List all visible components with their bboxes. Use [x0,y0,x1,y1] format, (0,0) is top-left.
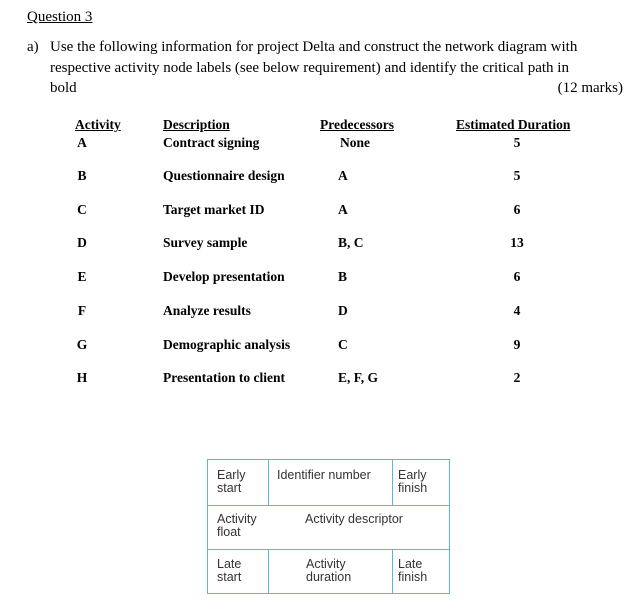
header-duration: Estimated Duration [456,117,571,132]
cell-duration: 6 [513,201,521,217]
activity-duration-label: Activity duration [306,557,352,584]
cell-duration: 2 [513,370,521,386]
question-line-1: Use the following information for project Delta and construct the network diagram with [50,39,578,55]
cell-activity: E [77,269,87,285]
late-start-label: Late start [217,557,242,584]
header-description: Description [163,117,230,132]
cell-predecessors: A [338,168,348,183]
cell-activity: B [77,168,87,183]
question-line-3: bold [50,80,77,96]
header-activity: Activity [75,117,121,132]
cell-predecessors: B, C [338,235,364,251]
cell-duration: 5 [513,135,521,150]
part-label: a) [27,39,39,55]
cell-predecessors: E, F, G [338,370,379,386]
marks-label: (12 marks) [557,80,623,96]
activity-node-legend [207,459,450,594]
early-start-label: Early start [217,468,246,495]
question-line-2: respective activity node labels (see below requirement) and identify the critical path in [50,60,569,76]
cell-activity: C [77,201,87,217]
identifier-label: Identifier number [277,468,371,482]
cell-activity: D [77,235,87,251]
cell-duration: 9 [513,336,521,352]
cell-activity: F [77,302,87,318]
cell-predecessors: A [338,201,348,217]
cell-description: Contract signing [163,135,260,150]
cell-duration: 13 [510,235,524,251]
cell-duration: 6 [513,269,521,285]
cell-description: Demographic analysis [163,336,291,352]
cell-activity: H [76,370,88,386]
cell-description: Survey sample [163,235,248,251]
cell-activity: A [77,135,87,150]
cell-description: Questionnaire design [163,168,285,183]
cell-predecessors: None [340,135,370,150]
late-finish-label: Late finish [398,557,428,584]
cell-description: Presentation to client [163,370,285,386]
activity-descriptor-label: Activity descriptor [305,512,403,526]
header-predecessors: Predecessors [320,117,394,132]
cell-duration: 5 [513,168,521,183]
activity-float-label: Activity float [217,512,257,539]
cell-predecessors: D [338,302,348,318]
cell-description: Target market ID [163,201,265,217]
cell-description: Develop presentation [163,269,285,285]
cell-description: Analyze results [163,302,251,318]
cell-duration: 4 [513,302,521,318]
early-finish-label: Early finish [398,468,428,495]
cell-predecessors: B [338,269,348,285]
question-heading: Question 3 [27,9,93,25]
cell-predecessors: C [338,336,348,352]
cell-activity: G [76,336,88,352]
